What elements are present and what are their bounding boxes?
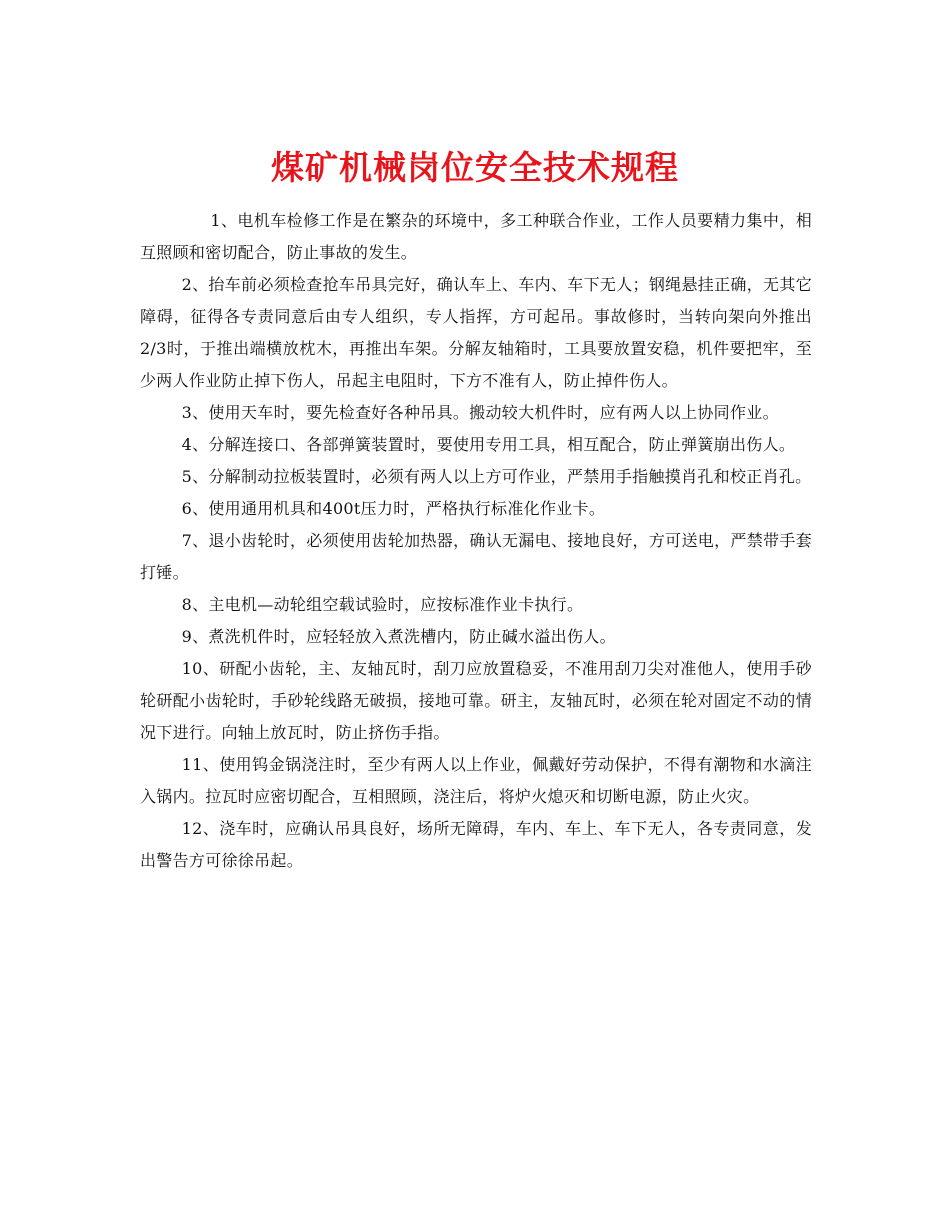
document-title: 煤矿机械岗位安全技术规程 <box>271 148 679 188</box>
paragraph-8: 8、主电机—动轮组空载试验时，应按标准作业卡执行。 <box>181 595 584 614</box>
document-body <box>140 205 812 877</box>
paragraph-6: 6、使用通用机具和400t压力时，严格执行标准化作业卡。 <box>181 499 606 518</box>
paragraph-7: 7、退小齿轮时，必须使用齿轮加热器，确认无漏电、接地良好，方可送电，严禁带手套打锤。 <box>140 531 812 582</box>
paragraph-5: 5、分解制动拉板装置时，必须有两人以上方可作业，严禁用手指触摸肖孔和校正肖孔。 <box>181 467 812 486</box>
paragraph-9: 9、煮洗机件时，应轻轻放入煮洗槽内，防止碱水溢出伤人。 <box>181 627 616 646</box>
paragraph-3: 3、使用天车时，要先检查好各种吊具。搬动较大机件时，应有两人以上协同作业。 <box>181 403 779 422</box>
paragraph-12: 12、浇车时，应确认吊具良好，场所无障碍，车内、车上、车下无人，各专责同意，发出警告方可徐徐吊起。 <box>140 819 812 870</box>
paragraph-2: 2、抬车前必须检查抢车吊具完好，确认车上、车内、车下无人；钢绳悬挂正确，无其它障碍，征得各专责同意后由专人组织，专人指挥，方可起吊。事故修时，当转向架向外推出2/3时，于推出端横放枕木，再推出车架。分解友轴箱时，工具要放置安稳，机件要把牢，至少两人作业防止掉下伤人，吊起主电阻时，下方不准有人，防止掉件伤人。 <box>140 275 812 390</box>
paragraph-4: 4、分解连接口、各部弹簧装置时，要使用专用工具，相互配合，防止弹簧崩出伤人。 <box>181 435 796 454</box>
paragraph-10: 10、研配小齿轮，主、友轴瓦时，刮刀应放置稳妥，不准用刮刀尖对准他人，使用手砂轮研配小齿轮时，手砂轮线路无破损，接地可靠。研主，友轴瓦时，必须在轮对固定不动的情况下进行。向轴上放瓦时，防止挤伤手指。 <box>140 659 812 742</box>
paragraph-1: 1、电机车检修工作是在繁杂的环境中，多工种联合作业，工作人员要精力集中，相互照顾和密切配合，防止事故的发生。 <box>140 211 812 262</box>
paragraph-11: 11、使用钨金锅浇注时，至少有两人以上作业，佩戴好劳动保护，不得有潮物和水滴注入锅内。拉瓦时应密切配合，互相照顾，浇注后，将炉火熄灭和切断电源，防止火灾。 <box>140 755 812 806</box>
